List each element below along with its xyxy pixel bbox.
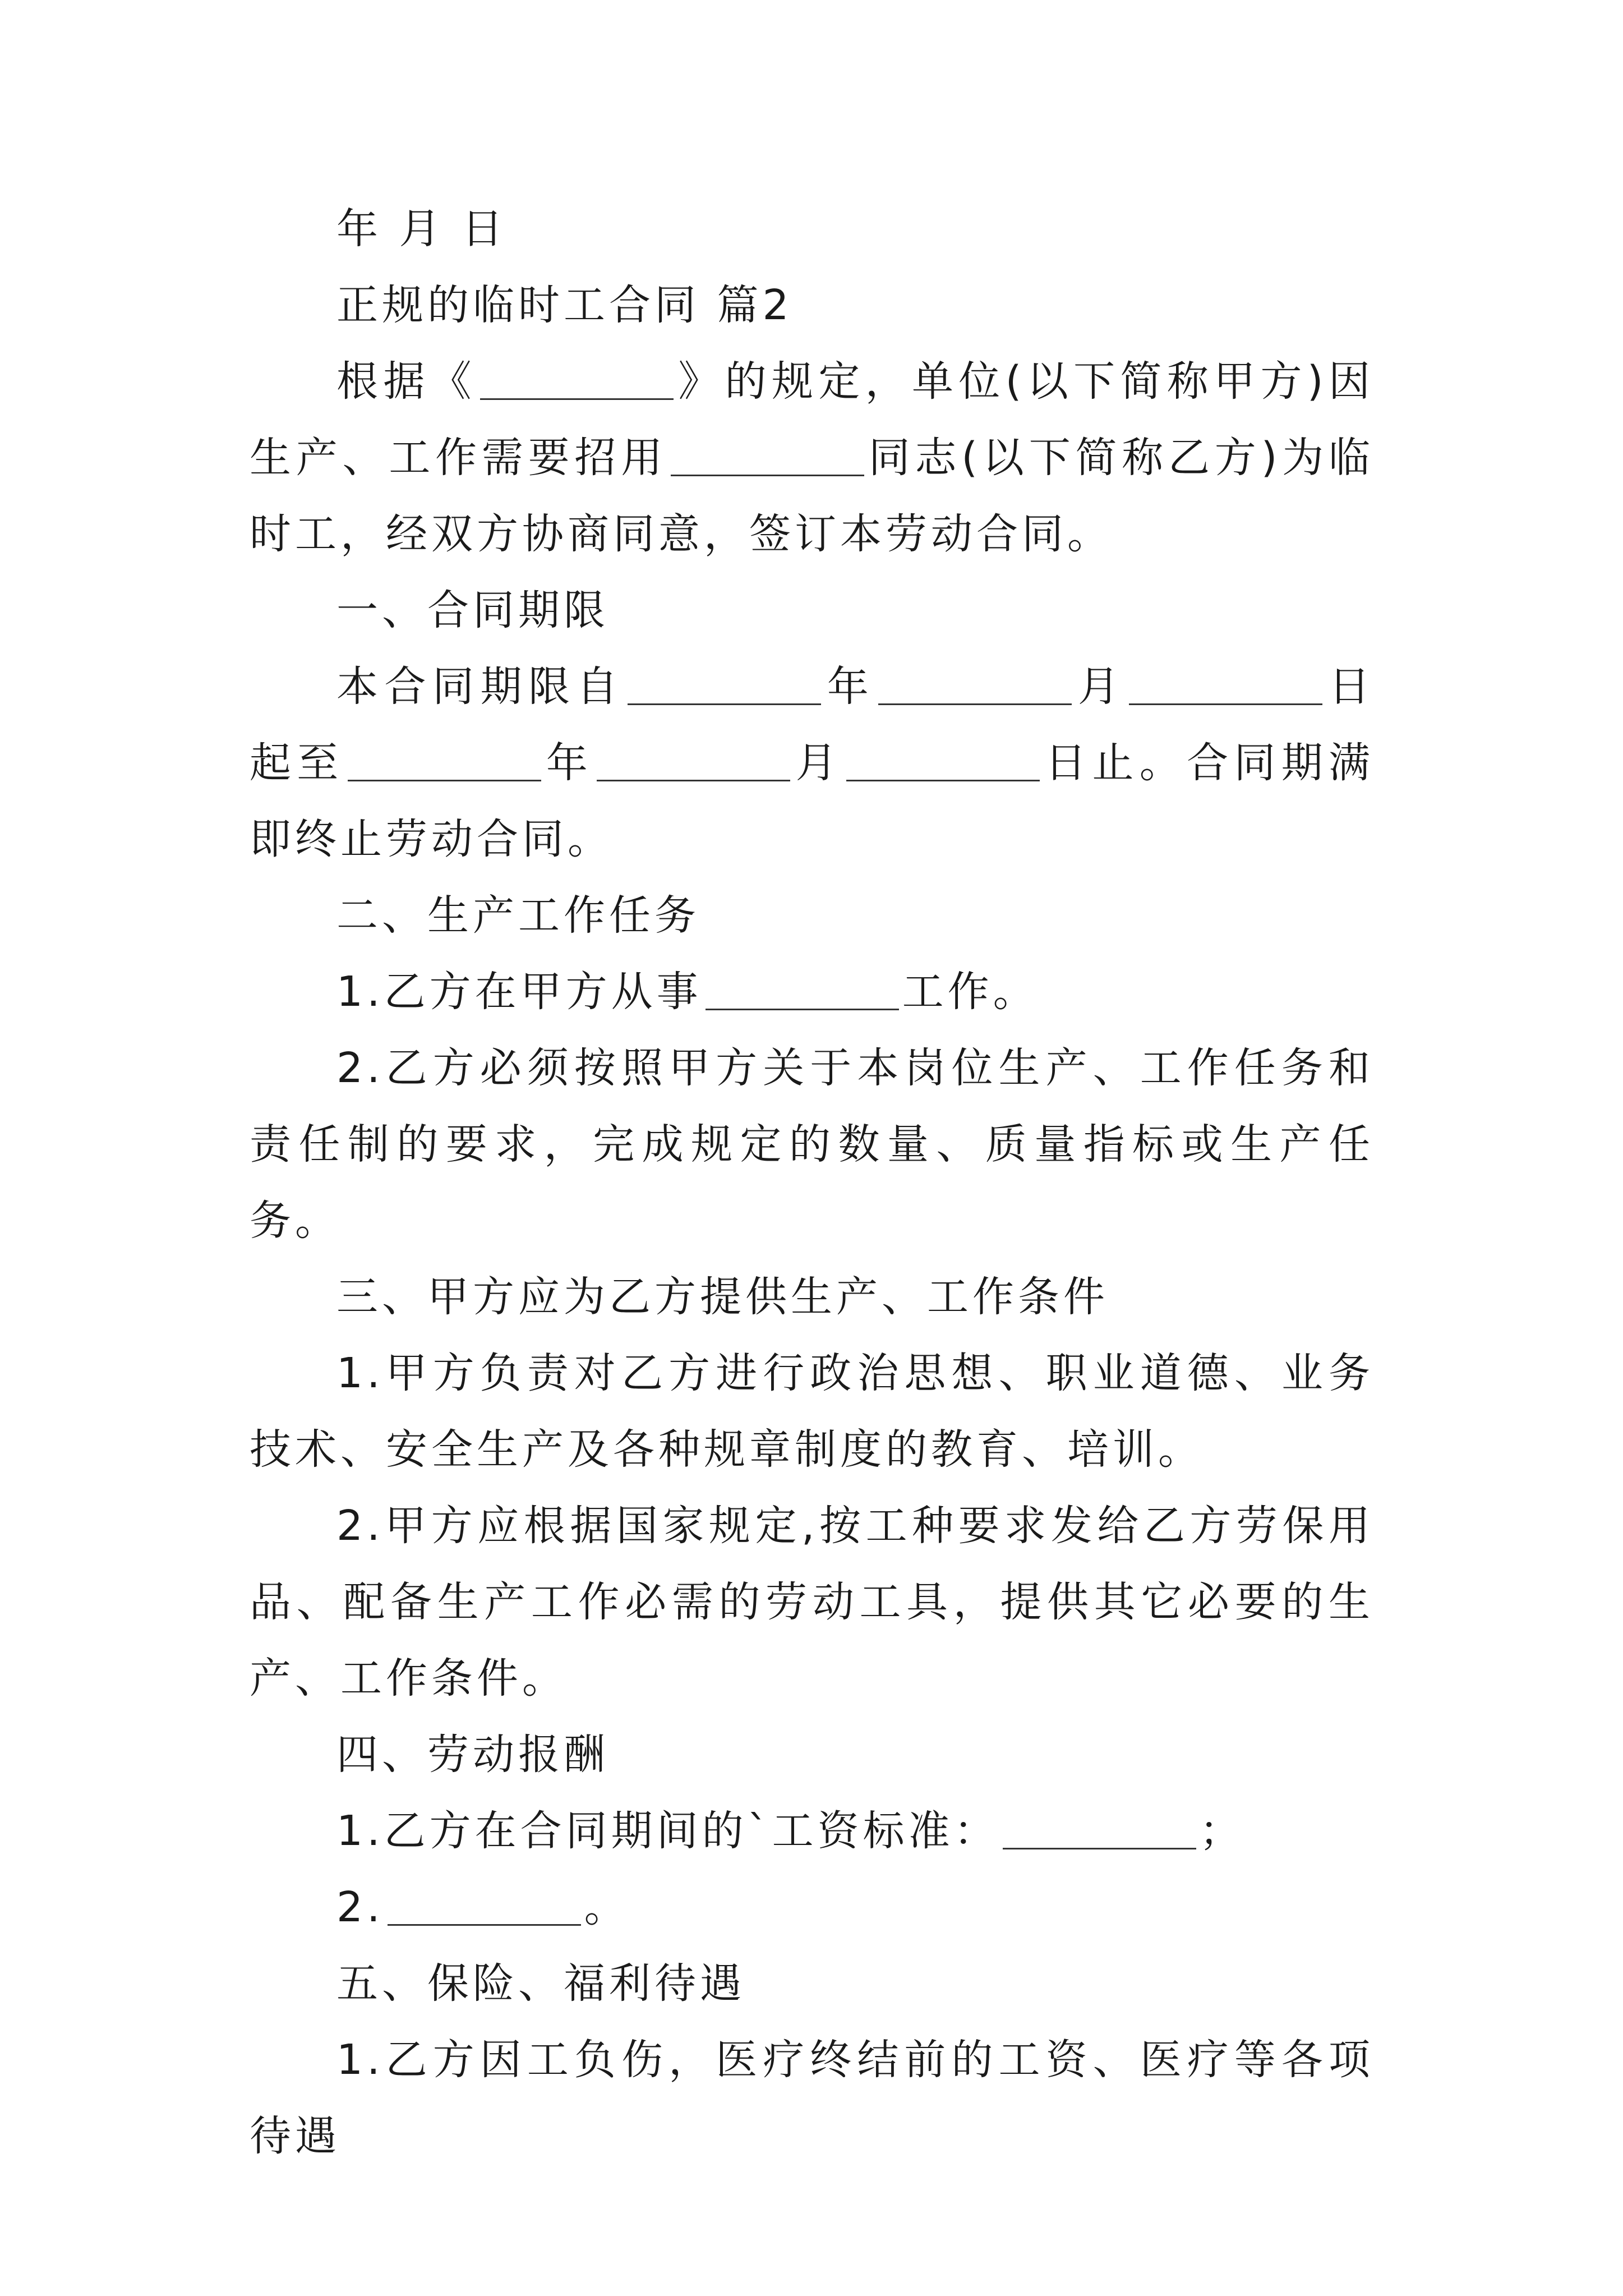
blank-end-year <box>348 738 541 781</box>
text-segment: 日止。合同期满即终止劳动合同。 <box>250 739 1375 863</box>
text-segment: 日起至 <box>250 662 1375 787</box>
blank-end-month <box>597 738 790 781</box>
heading-term <box>250 572 1374 648</box>
document-body <box>250 191 1374 2174</box>
text-segment: 1.甲方负责对乙方进行政治思想、职业道德、业务技术、安全生产及各种规章制度的教育、培训。 <box>250 1349 1374 1474</box>
text-segment: ； <box>1199 1807 1245 1855</box>
text-segment: 1.乙方因工负伤，医疗终结前的工资、医疗等各项待遇 <box>250 2036 1374 2160</box>
heading-conditions <box>250 1259 1374 1335</box>
text-segment: 。 <box>584 1883 630 1931</box>
blank-wage <box>1003 1806 1196 1849</box>
paragraph-task-2 <box>250 1030 1374 1259</box>
heading-insurance <box>250 1945 1374 2022</box>
heading-text: 一、合同期限 <box>336 586 609 634</box>
blank-start-day <box>1129 662 1322 705</box>
paragraph-pay-1 <box>250 1793 1374 1869</box>
text-segment: 月 <box>794 739 843 787</box>
paragraph-term <box>250 648 1374 877</box>
blank-pay-other <box>388 1883 581 1926</box>
paragraph-conditions-1 <box>250 1335 1374 1488</box>
text-segment: 根据《 <box>336 357 477 406</box>
text-segment: 2.乙方必须按照甲方关于本岗位生产、工作任务和责任制的要求，完成规定的数量、质量指标或生产任务。 <box>250 1044 1374 1245</box>
text-segment: 本合同期限自 <box>336 662 625 711</box>
paragraph-insurance-1 <box>250 2022 1374 2174</box>
heading-tasks <box>250 877 1374 954</box>
paragraph-conditions-2 <box>250 1488 1374 1717</box>
text-segment: 1.乙方在甲方从事 <box>336 968 702 1016</box>
text-segment: 年 <box>824 662 875 711</box>
text-segment: 1.乙方在合同期间的`工资标准： <box>336 1807 999 1855</box>
paragraph-task-1 <box>250 954 1374 1030</box>
text-segment: 2.甲方应根据国家规定,按工种要求发给乙方劳保用品、配备生产工作必需的劳动工具，提供其它必要的生产、工作条件。 <box>250 1502 1374 1703</box>
date-line <box>250 191 1374 267</box>
paragraph-pay-2 <box>250 1869 1374 1945</box>
text-segment: 工作。 <box>902 968 1039 1016</box>
blank-job <box>706 967 899 1010</box>
blank-law-name <box>480 357 674 400</box>
blank-end-day <box>846 738 1040 781</box>
heading-text: 二、生产工作任务 <box>336 891 700 940</box>
blank-worker-name <box>671 433 864 476</box>
blank-start-month <box>878 662 1072 705</box>
contract-title: 正规的临时工合同 篇2 <box>336 281 793 329</box>
text-segment: 年 <box>544 739 594 787</box>
heading-text: 五、保险、福利待遇 <box>336 1959 745 2008</box>
heading-text: 四、劳动报酬 <box>336 1731 609 1779</box>
date-text: 年 月 日 <box>336 205 508 253</box>
text-segment: 月 <box>1075 662 1126 711</box>
blank-start-year <box>628 662 821 705</box>
paragraph-intro <box>250 343 1374 572</box>
text-segment: 》的规定，单位(以下简称甲方)因生产、工作需要招用 <box>250 357 1375 482</box>
heading-text: 三、甲方应为乙方提供生产、工作条件 <box>336 1273 1109 1321</box>
text-segment: 同志(以下简称乙方)为临时工，经双方协商同意，签订本劳动合同。 <box>250 434 1374 558</box>
heading-pay <box>250 1717 1374 1793</box>
text-segment: 2. <box>336 1883 384 1931</box>
section-heading <box>250 267 1374 343</box>
